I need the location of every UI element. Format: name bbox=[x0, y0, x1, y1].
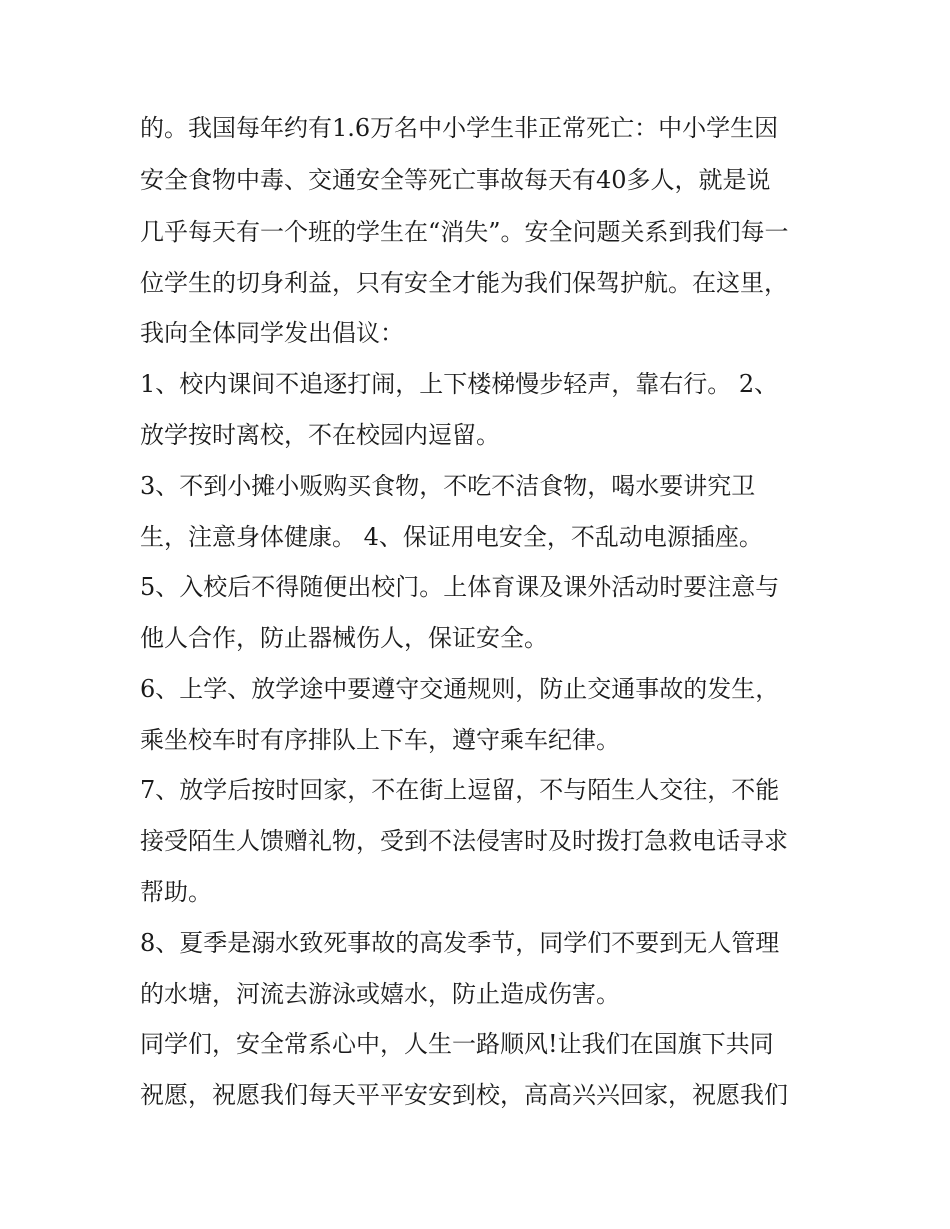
text-line-2: 安全食物中毒、交通安全等死亡事故每天有40多人，就是说 bbox=[140, 166, 771, 194]
text-line-11: 他人合作，防止器械伤人，保证安全。 bbox=[140, 624, 548, 652]
text-line-9: 生，注意身体健康。 4、保证用电安全，不乱动电源插座。 bbox=[140, 523, 763, 551]
text-line-4: 位学生的切身利益，只有安全才能为我们保驾护航。在这里， bbox=[140, 269, 788, 297]
text-line-8: 3、不到小摊小贩购买食物，不吃不洁食物，喝水要讲究卫 bbox=[140, 472, 756, 500]
text-line-6: 1、校内课间不追逐打闹，上下楼梯慢步轻声，靠右行。 2、 bbox=[140, 370, 779, 398]
text-line-10: 5、入校后不得随便出校门。上体育课及课外活动时要注意与 bbox=[140, 573, 780, 601]
text-line-17: 8、夏季是溺水致死事故的高发季节，同学们不要到无人管理 bbox=[140, 929, 780, 957]
text-line-20: 祝愿，祝愿我们每天平平安安到校，高高兴兴回家，祝愿我们 bbox=[140, 1081, 788, 1109]
text-line-15: 接受陌生人馈赠礼物，受到不法侵害时及时拨打急救电话寻求 bbox=[140, 827, 788, 855]
text-line-16: 帮助。 bbox=[140, 878, 212, 906]
text-line-19: 同学们，安全常系心中，人生一路顺风!让我们在国旗下共同 bbox=[140, 1030, 774, 1058]
text-line-18: 的水塘，河流去游泳或嬉水，防止造成伤害。 bbox=[140, 980, 620, 1008]
text-line-7: 放学按时离校，不在校园内逗留。 bbox=[140, 421, 500, 449]
text-line-12: 6、上学、放学途中要遵守交通规则，防止交通事故的发生， bbox=[140, 675, 780, 703]
text-line-14: 7、放学后按时回家，不在街上逗留，不与陌生人交往，不能 bbox=[140, 776, 780, 804]
text-line-5: 我向全体同学发出倡议： bbox=[140, 319, 404, 347]
text-line-1: 的。我国每年约有1.6万名中小学生非正常死亡：中小学生因 bbox=[140, 114, 779, 142]
text-line-13: 乘坐校车时有序排队上下车，遵守乘车纪律。 bbox=[140, 726, 620, 754]
text-line-3: 几乎每天有一个班的学生在“消失”。安全问题关系到我们每一 bbox=[140, 218, 789, 246]
